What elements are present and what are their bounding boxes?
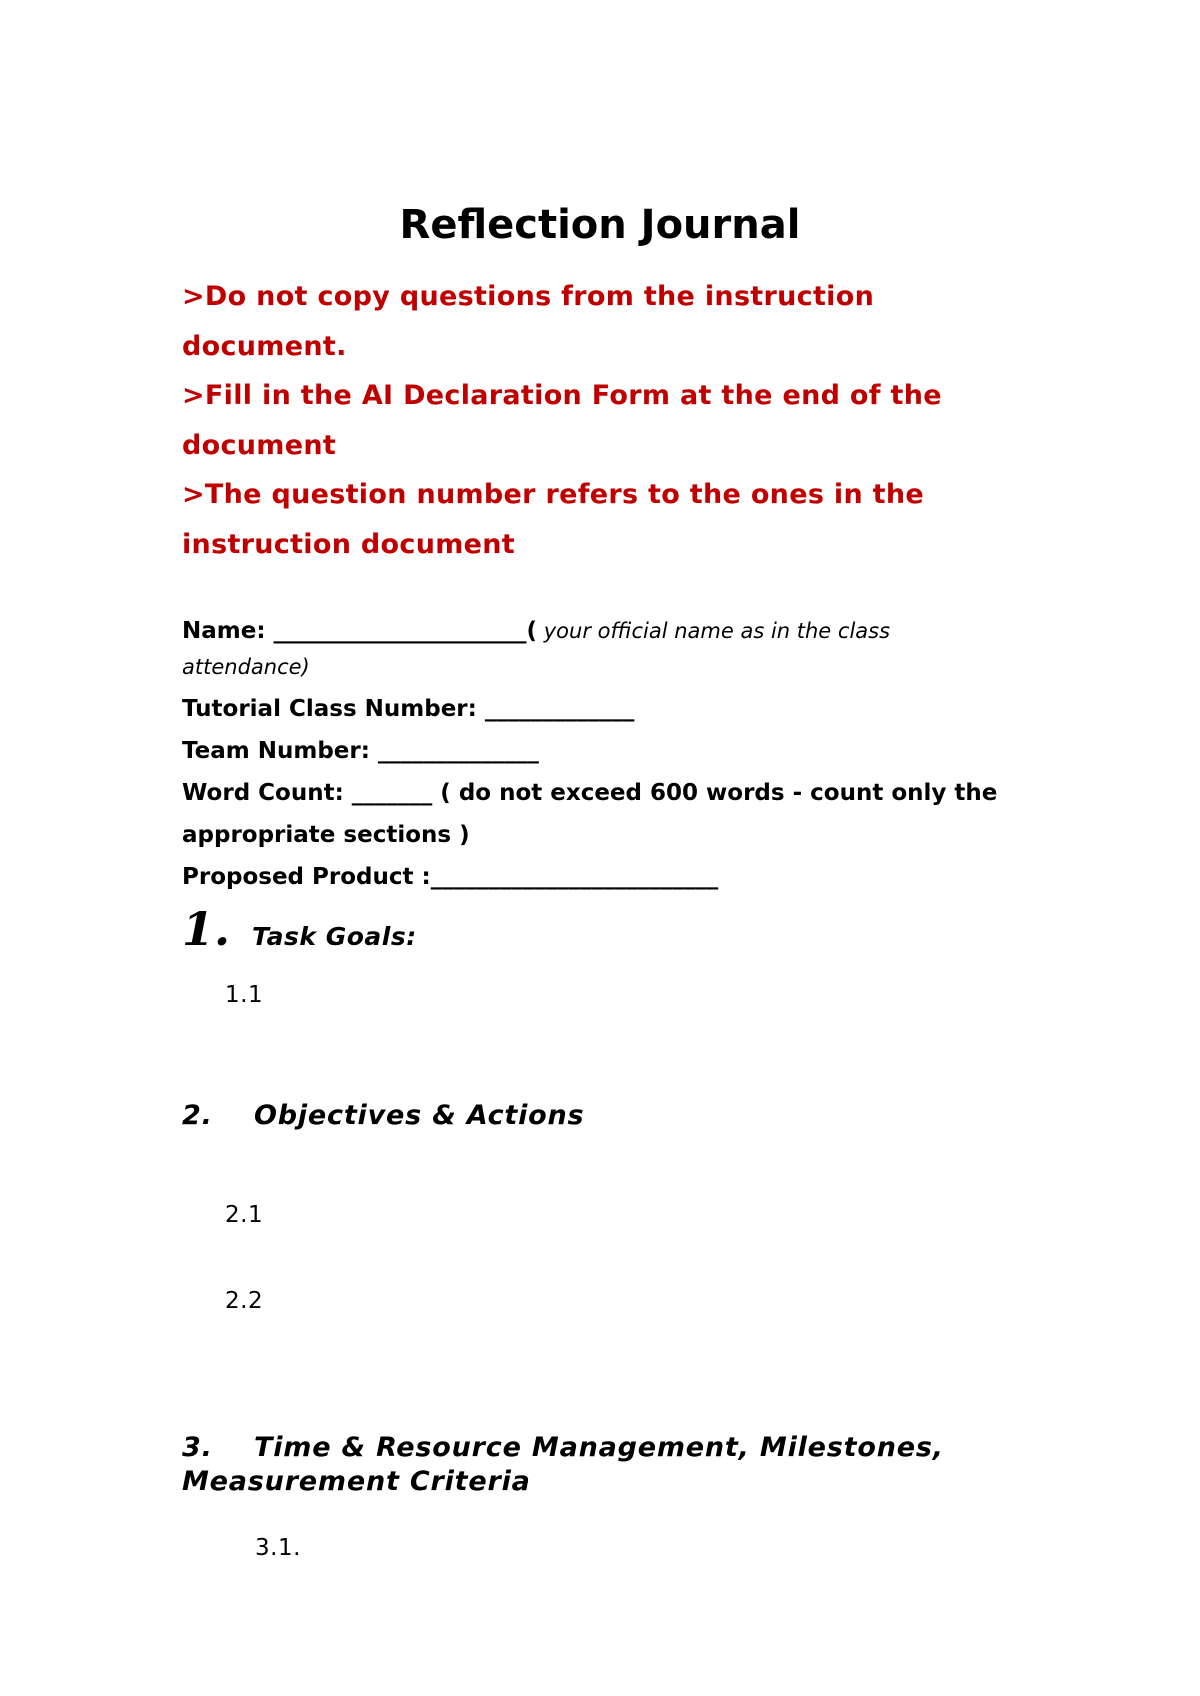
instruction-item: >The question number refers to the ones in the instruction document <box>182 479 925 560</box>
section-title: Time & Resource Management, Milestones, Measurement Criteria <box>182 1432 944 1497</box>
sub-item: 1.1 <box>225 982 264 1008</box>
name-hint: your official name as in the class <box>537 619 891 643</box>
instructions-block <box>182 272 1042 569</box>
team-number-field[interactable]: Team Number: ______________ <box>182 738 539 764</box>
form-fields <box>182 612 1042 898</box>
name-hint-continued: attendance) <box>182 655 310 679</box>
instruction-item: >Fill in the AI Declaration Form at the end of the document <box>182 380 942 461</box>
section-number: 3. <box>182 1432 213 1463</box>
section-number: 1. <box>182 902 231 956</box>
section-3-heading <box>182 1431 1042 1499</box>
tutorial-class-field[interactable]: Tutorial Class Number: _____________ <box>182 696 635 722</box>
section-title: Task Goals: <box>252 922 417 951</box>
sub-item: 3.1. <box>255 1535 301 1561</box>
section-1-heading <box>182 902 417 956</box>
section-title: Objectives & Actions <box>254 1100 585 1131</box>
instruction-item: >Do not copy questions from the instruction document. <box>182 281 875 362</box>
page-title: Reflection Journal <box>399 202 801 248</box>
name-field[interactable] <box>182 612 1042 650</box>
section-2-heading <box>182 1099 1042 1133</box>
sub-item: 2.2 <box>225 1288 264 1314</box>
name-label: Name: ______________________( <box>182 618 538 644</box>
proposed-product-field[interactable]: Proposed Product :_________________________ <box>182 864 719 890</box>
section-number: 2. <box>182 1100 213 1131</box>
word-count-field[interactable]: Word Count: _______ ( do not exceed 600 words - count only the appropriate sections ) <box>182 780 998 848</box>
sub-item: 2.1 <box>225 1202 264 1228</box>
